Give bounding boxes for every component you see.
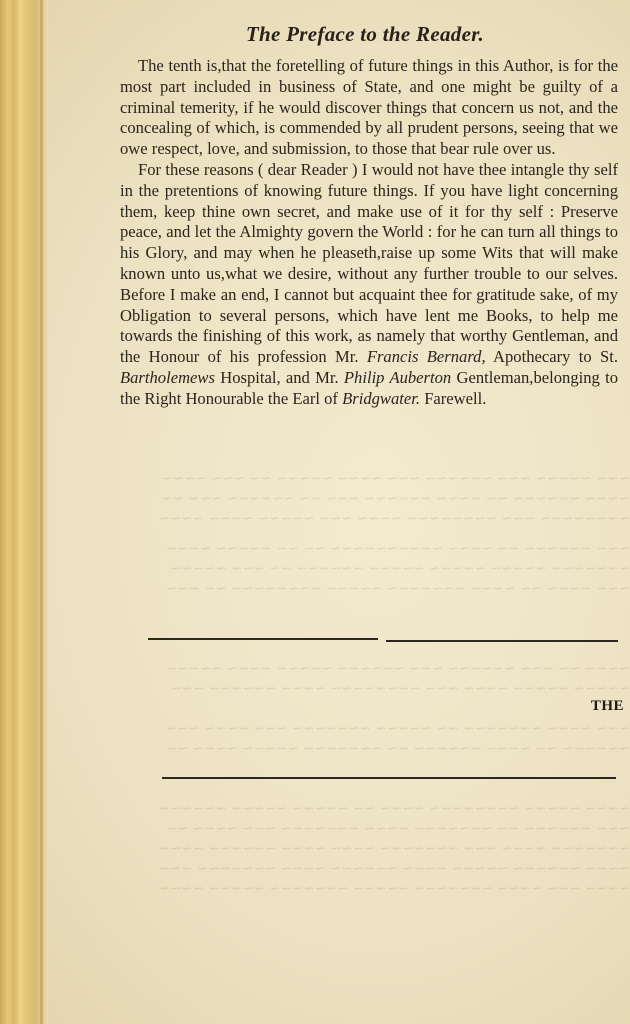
book-spine-edge: [0, 0, 48, 1024]
bleed-through-texture: ~~~~ ~~~~~~ ~~ ~~~~ ~~~~~~ ~~~ ~~ ~~~~~~ ~~~ ~~: [161, 491, 630, 507]
bleed-through-texture: ~~~~~~~~ ~~~ ~~~~~~~~ ~~~~ ~~~ ~~~~~ ~~~~ ~~~~: [158, 511, 630, 527]
bleed-through-texture: ~~~ ~~~~~~ ~~ ~~~~ ~~~~~~~~~~ ~~ ~~ ~~~~~ ~~~~: [165, 541, 630, 557]
bleed-through-texture: ~~~~ ~~ ~~~ ~~~~~~ ~~~ ~~~~~~ ~~~~~ ~~~~ ~~~~~: [165, 661, 630, 677]
bleed-through-texture: ~~~~ ~~~ ~~~~ ~~~~~~~ ~~~~~ ~~~~~~~ ~~~~~ ~~~~: [158, 881, 630, 897]
place-bartholemews: Bartholemews: [120, 367, 215, 387]
bleed-through-texture: ~~~~ ~~~~~ ~~~~~~~~ ~~~~ ~~ ~~~~~ ~~~~~ ~~~~~~: [158, 801, 630, 817]
title-bridgwater: Bridgwater.: [342, 388, 421, 408]
name-francis-bernard: Francis Bernard,: [366, 347, 486, 367]
paragraph-reasons: [120, 160, 618, 410]
paragraph-tenth: The tenth is,that the foretelling of future things in this Author, is for the most part included in business of State, and one might be guilty of a criminal temerity, if he would discover things that concern us not, and the concealing of which, is commended by all prudent persons, seeing that we owe respect, love, and submission, to those that bear rule over us.: [120, 56, 618, 159]
bleed-through-texture: ~~~~ ~~~~~~ ~~~~~ ~~~~ ~~~~~~ ~~~~ ~~~~~~~ ~~~: [158, 861, 630, 877]
preface-body: [120, 56, 618, 410]
page-header-title: The Preface to the Reader.: [245, 22, 485, 46]
paragraph-reasons-text-a: For these reasons ( dear Reader ) I would not have thee intangle thy self in the pretentions of knowing future things. If you have light concerning them, keep thine own secret, and make use of it for thy self : Preserve peace, and let the Almighty govern the World : for he can turn all things to his Glory, and may when he pleaseth,raise up some Wits that will make known unto us,what we desire, without any further trouble to our selves. Before I make an end, I cannot but acquaint thee for gratitude sake, of my Obligation to several persons, which have lent me Books, to help me towards the finishing of this work, as namely that worthy Gentleman, and the Honour of his profession Mr.: [120, 159, 618, 367]
bleed-through-texture: ~~~~~ ~~~~~ ~~~~ ~~~ ~~~~~~~~ ~~~~ ~~~~~~ ~~~: [170, 681, 630, 697]
paragraph-reasons-text-c: Hospital, and Mr.: [220, 367, 339, 387]
paragraph-reasons-text-b: Apothecary to St.: [493, 347, 618, 367]
bleed-through-texture: ~~~~~~~ ~~~~~ ~~~~~ ~~~~~ ~~~~~~ ~~ ~~~ ~~~~~: [170, 561, 630, 577]
bleed-through-texture: ~~~ ~~~~~ ~~~ ~~~~~~ ~~~ ~~~~ ~~~~~ ~~ ~~~ ~~~~: [161, 471, 630, 487]
bleed-through-texture: ~~~ ~~~~ ~~ ~~~~ ~~~~~~~ ~~~~~ ~~~~~~~~ ~~ ~~~: [165, 581, 630, 597]
bleed-through-texture: ~~~~~~ ~~ ~~~~ ~~~~~~ ~~ ~~~~~~~ ~~~~~ ~~~~ ~~: [165, 741, 630, 757]
bleed-through-texture: ~~~~~~~ ~~~~ ~~~ ~~~~~~~ ~~~~ ~~~~ ~~~~~~ ~~~~: [158, 841, 630, 857]
divider-rule-left: [148, 638, 378, 640]
paragraph-reasons-text-d: Gentleman,belonging to the Right Honourable the Earl of: [120, 367, 618, 408]
divider-rule-right: [386, 640, 618, 642]
divider-rule-bottom: [162, 777, 616, 779]
closing-farewell: Farewell.: [424, 388, 487, 408]
catchword: THE: [590, 698, 624, 714]
name-philip-auberton: Philip Auberton: [343, 367, 452, 387]
bleed-through-texture: ~~~ ~~~~~~ ~~ ~~~~~~~ ~~~~ ~~~~~~~ ~~~ ~~~~ ~~: [165, 821, 630, 837]
bleed-through-texture: ~~~ ~~~~ ~~~~~~~ ~~ ~~~~~ ~~~~~~~ ~~~ ~~~~ ~~~: [165, 721, 630, 737]
